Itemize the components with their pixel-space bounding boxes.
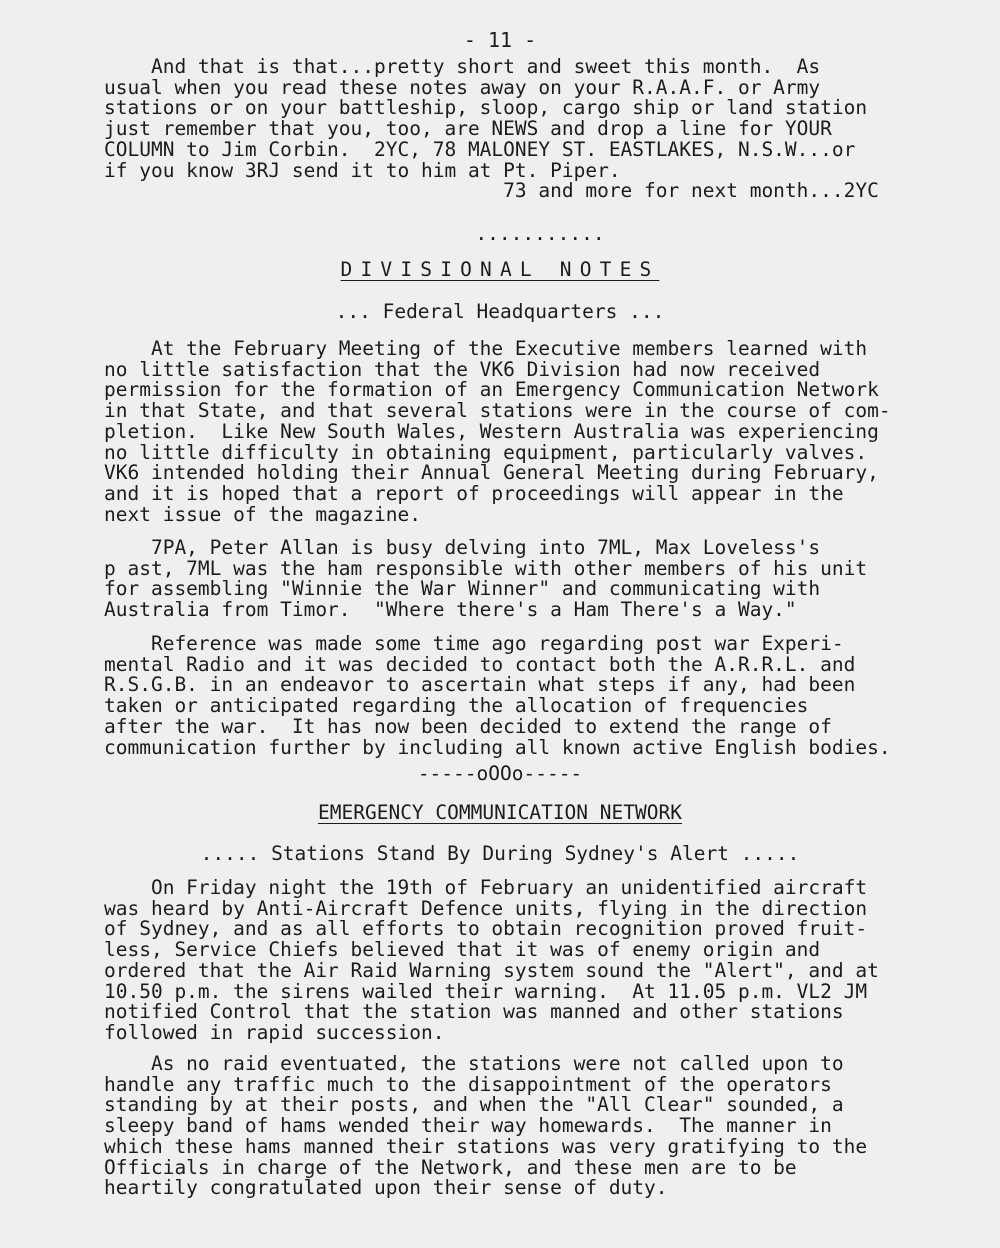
emergency-paragraph-2: [104, 1054, 944, 1199]
text-line: permission for the formation of an Emergency Communication Network: [104, 378, 879, 402]
text-line: and it is hoped that a report of proceedings will appear in the: [104, 481, 844, 505]
text-line: followed in rapid succession.: [104, 1020, 445, 1044]
text-line: no little difficulty in obtaining equipment, particularly valves.: [104, 440, 868, 464]
text-line: stations or on your battleship, sloop, cargo ship or land station: [104, 96, 868, 120]
text-line: pletion. Like New South Wales, Western Australia was experiencing: [104, 419, 879, 443]
divisional-paragraph-1: [104, 339, 944, 525]
separator-dots: ...........: [475, 222, 605, 245]
text-line: mental Radio and it was decided to contact both the A.R.R.L. and: [104, 652, 856, 676]
text-line: for assembling "Winnie the War Winner" and communicating with: [104, 577, 821, 601]
text-line: heartily congratulated upon their sense of duty.: [104, 1176, 668, 1200]
divisional-paragraph-2: [104, 538, 944, 621]
text-line: standing by at their posts, and when the "All Clear" sounded, a: [104, 1093, 844, 1117]
text-line: which these hams manned their stations was very gratifying to the: [104, 1134, 868, 1158]
text-line: just remember that you, too, are NEWS and drop a line for YOUR: [104, 117, 832, 141]
divisional-paragraph-3: [104, 634, 944, 758]
text-line: next issue of the magazine.: [104, 502, 421, 526]
divisional-notes-heading: DIVISIONAL NOTES: [340, 258, 660, 281]
text-line: 7PA, Peter Allan is busy delving into 7ML, Max Loveless's: [104, 536, 821, 559]
text-line: p ast, 7ML was the ham responsible with other members of his unit: [104, 556, 868, 580]
text-line: no little satisfaction that the VK6 Division had now received: [104, 357, 821, 381]
page-number: - 11 -: [463, 28, 537, 52]
text-line: COLUMN to Jim Corbin. 2YC, 78 MALONEY ST. EASTLAKES, N.S.W...or: [104, 137, 856, 161]
column-closing-text: [104, 57, 944, 202]
text-line: 73 and more for next month...2YC: [104, 179, 879, 203]
text-line: after the war. It has now been decided to extend the range of: [104, 714, 832, 738]
text-line: VK6 intended holding their Annual General Meeting during February,: [104, 461, 879, 485]
text-line: communication further by including all known active English bodies.: [104, 735, 891, 759]
text-line: was heard by Anti-Aircraft Defence units, flying in the direction: [104, 896, 868, 920]
text-line: taken or anticipated regarding the allocation of frequencies: [104, 694, 809, 718]
text-line: usual when you read these notes away on your R.A.A.F. or Army: [104, 75, 821, 99]
text-line: of Sydney, and as all efforts to obtain recognition proved fruit-: [104, 917, 868, 941]
text-line: Australia from Timor. "Where there's a Ham There's a Way.": [104, 598, 797, 622]
text-line: At the February Meeting of the Executive members learned with: [104, 337, 868, 360]
text-line: Officials in charge of the Network, and these men are to be: [104, 1155, 797, 1179]
text-line: less, Service Chiefs believed that it was of enemy origin and: [104, 938, 821, 962]
text-line: And that is that...pretty short and sweet this month. As: [104, 55, 821, 78]
federal-headquarters-subheading: ... Federal Headquarters ...: [335, 300, 665, 323]
text-line: in that State, and that several stations were in the course of com-: [104, 399, 891, 423]
sydney-alert-subheading: ..... Stations Stand By During Sydney's Alert .....: [200, 842, 800, 865]
text-line: Reference was made some time ago regarding post war Experi-: [104, 632, 844, 655]
text-line: if you know 3RJ send it to him at Pt. Piper.: [104, 158, 621, 182]
emergency-network-heading: EMERGENCY COMMUNICATION NETWORK: [318, 801, 682, 824]
text-line: On Friday night the 19th of February an unidentified aircraft: [104, 876, 868, 899]
text-line: R.S.G.B. in an endeavor to ascertain what steps if any, had been: [104, 673, 856, 697]
text-line: As no raid eventuated, the stations were not called upon to: [104, 1052, 844, 1075]
text-line: sleepy band of hams wended their way homewards. The manner in: [104, 1114, 832, 1138]
text-line: ordered that the Air Raid Warning system sound the "Alert", and at: [104, 958, 879, 982]
separator-line: -----oOOo-----: [417, 762, 583, 785]
emergency-paragraph-1: [104, 878, 944, 1044]
text-line: notified Control that the station was manned and other stations: [104, 1000, 844, 1024]
text-line: 10.50 p.m. the sirens wailed their warning. At 11.05 p.m. VL2 JM: [104, 979, 868, 1003]
text-line: handle any traffic much to the disappointment of the operators: [104, 1072, 832, 1096]
